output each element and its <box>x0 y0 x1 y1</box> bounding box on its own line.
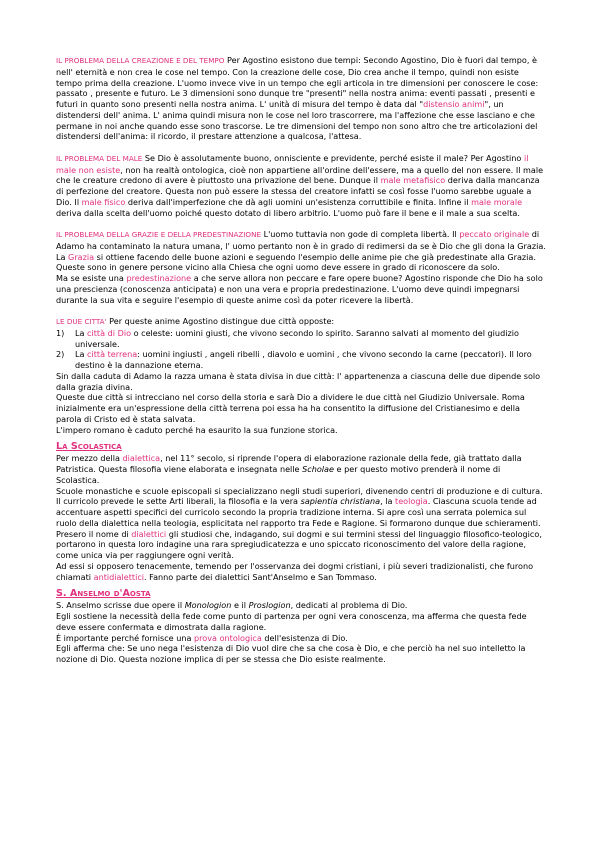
keyword: il male non esiste <box>56 152 529 175</box>
italic-term: sapientia christiana <box>300 496 381 507</box>
keyword: città terrena <box>87 349 138 360</box>
keyword: male morale <box>471 196 523 207</box>
paragraph: È importante perché fornisce una prova ontologica dell'esistenza di Dio. <box>56 632 348 643</box>
keyword: prova ontologica <box>194 632 262 643</box>
keyword: Grazia <box>68 251 95 262</box>
italic-term: Proslogion <box>248 600 291 611</box>
section-heading: IL PROBLEMA DELLA CREAZIONE E DEL TEMPO <box>56 56 225 65</box>
paragraph: Egli sostiene la necessità della fede come punto di partenza per ogni vera conoscenza, ma afferma che questa fede deve essere confermata e dimostrata dalla ragione. <box>56 611 527 632</box>
keyword: antidialettici <box>93 571 145 582</box>
keyword: teologia <box>395 496 428 507</box>
section-heading: IL PROBLEMA DEL MALE <box>56 153 143 163</box>
section-heading: IL PROBLEMA DELLA GRAZIE E DELLA PREDESTINAZIONE <box>56 230 261 239</box>
italic-term: Scholae <box>302 464 334 474</box>
keyword: male metafisico <box>380 175 446 186</box>
section-grazia-predestinazione: IL PROBLEMA DELLA GRAZIE E DELLA PREDESTINAZIONE L'uomo tuttavia non gode di completa libertà. Il peccato originale di Adamo ha contaminato la natura umana, l' uomo pertanto non è in grado di redimersi da se è Dio che gli dona la Grazia. La Grazia si ottiene facendo delle buone azioni e seguendo l'esempio delle anime pie che già predestinate alla Grazia. Queste sono in genere persone vicino alla Chiesa che ogni uomo deve essere in grado di riconoscere da solo. <box>56 229 546 273</box>
italic-term: Monologion <box>184 600 232 611</box>
keyword: predestinazione <box>126 273 192 283</box>
document-page <box>56 55 546 665</box>
keyword: dialettica <box>122 453 161 464</box>
paragraph: Scuole monastiche e scuole episcopali si specializzano negli studi superiori, divenendo centri di produzione e di cultura. Il curricolo prevede le sette Arti liberali, la filosofia e la vera sapientia christiana, la teologia. Ciascuna scuola tende ad accentuare aspetti specifici del curricolo secondo la propria tradizione interna. Si apre così una serrata polemica sul ruolo della dialettica nella teologia, esplicitata nel rapporto tra Fede e Ragione. Si formarono dunque due schieramenti. <box>56 485 543 528</box>
list-item: 1) La città di Dio o celeste: uomini giusti, che vivono secondo lo spirito. Saranno salvati al momento del giudizio universale. <box>56 327 519 349</box>
paragraph: Ad essi si opposero tenacemente, temendo per l'osservanza dei dogmi cristiani, i più severi tradizionalisti, che furono chiamati antidialettici. Fanno parte dei dialettici Sant'Anselmo e San Tommaso. <box>56 560 534 582</box>
heading-scolastica: La Scolastica <box>56 441 122 453</box>
paragraph: L'impero romano è caduto perché ha esaurito la sua funzione storica. <box>56 424 338 435</box>
keyword: distensio animi <box>423 99 485 109</box>
keyword: peccato originale <box>459 229 530 239</box>
paragraph: Ma se esiste una predestinazione a che serve allora non peccare e fare opere buone? Agostino risponde che Dio ha solo una prescienza (conoscenza anticipata) e non una vera e propria predestinazione. L'uomo deve quindi impegnarsi durante la sua vita e seguire l'esempio di queste anime così da poter ricevere la libertà. <box>56 273 543 305</box>
section-problema-male: IL PROBLEMA DEL MALE Se Dio è assolutamente buono, onnisciente e previdente, perché esiste il male? Per Agostino il male non esiste, non ha realtà ontologica, cioè non appartiene all'ordine dell'essere, ma a quello del non essere. Il male che le creature credono di avere è piuttosto una privazione del bene. Dunque il male metafisico deriva dalla mancanza di perfezione del creatore. Questa non può essere la stessa del creatore infatti se così fosse l'uomo sarebbe uguale a Dio. Il male fisico deriva dall'imperfezione che dà agli uomini un'esistenza corruttibile e finita. Infine il male morale deriva dalla scelta dell'uomo poiché questo dotato di libero arbitrio. L'uomo può fare il bene e il male a sua scelta. <box>56 152 544 218</box>
list-item: 2) La città terrena: uomini ingiusti , angeli ribelli , diavolo e uomini , che vivono secondo la carne (peccatori). Il loro destino è la dannazione eterna. <box>56 349 532 370</box>
paragraph: S. Anselmo scrisse due opere il Monologion e il Proslogion, dedicati al problema di Dio. <box>56 600 408 611</box>
paragraph: Queste due città si intrecciano nel corso della storia e sarà Dio a dividere le due città nel Giudizio Universale. Roma inizialmente era un'espressione della città terrena poi essa ha ha consentito la diffusione del Cristianesimo e della parola di Cristo ed è stata salvata. <box>56 392 525 424</box>
keyword: male fisico <box>81 196 126 207</box>
keyword: dialettici <box>131 528 167 539</box>
keyword: città di Dio <box>87 327 132 338</box>
paragraph: Per mezzo della dialettica, nel 11° secolo, si riprende l'opera di elaborazione razionale della fede, già trattato dalla Patristica. Questa filosofia viene elaborata e insegnata nelle Scholae e per questo motivo prenderà il nome di Scolastica. <box>56 453 522 485</box>
paragraph: Egli afferma che: Se uno nega l'esistenza di Dio vuol dire che sa che cosa è Dio, e che perciò ha nel suo intelletto la nozione di Dio. Questa nozione implica di per se stessa che Dio esiste realmente. <box>56 643 526 664</box>
section-due-citta: LE DUE CITTA' Per queste anime Agostino distingue due città opposte: <box>56 316 335 326</box>
heading-anselmo: S. Anselmo d'Aosta <box>56 588 151 600</box>
paragraph: Presero il nome di dialettici gli studiosi che, indagando, sui dogmi e sui termini stessi del linguaggio filosofico-teologico, portarono in questa loro indagine una rara spregiudicatezza e uno spiccato riconoscimento del valore della ragione, come unica via per raggiungere ogni verità. <box>56 528 542 560</box>
section-heading: LE DUE CITTA' <box>56 317 107 326</box>
section-creazione-tempo: IL PROBLEMA DELLA CREAZIONE E DEL TEMPO Per Agostino esistono due tempi: Secondo Agostino, Dio è fuori dal tempo, è nell' eternità e non crea le cose nel tempo. Con la creazione delle cose, Dio crea anche il tempo, quindi non esiste tempo prima della creazione. L'uomo invece vive in un tempo che egli articola in tre dimensioni per conoscere le cose: passato , presente e futuro. Le 3 dimensioni sono dunque tre "presenti" nella nostra anima: eventi passati , presenti e futuri in quanto sono presenti nella nostra anima. L' unità di misura del tempo è data dal "distensio animi", un distendersi dell' anima. L' anima quindi misura non le cose nel loro trascorrere, ma l'affezione che esse lasciano e che permane in noi anche quando esse sono trascorse. Le tre dimensioni del tempo non sono altro che tre articolazioni del distendersi dell'anima: il ricordo, il prestare attenzione a qualcosa, l'attesa. <box>56 55 539 142</box>
paragraph: Sin dalla caduta di Adamo la razza umana è stata divisa in due città: l' appartenenza a ciascuna delle due dipende solo dalla grazia divina. <box>56 370 541 392</box>
